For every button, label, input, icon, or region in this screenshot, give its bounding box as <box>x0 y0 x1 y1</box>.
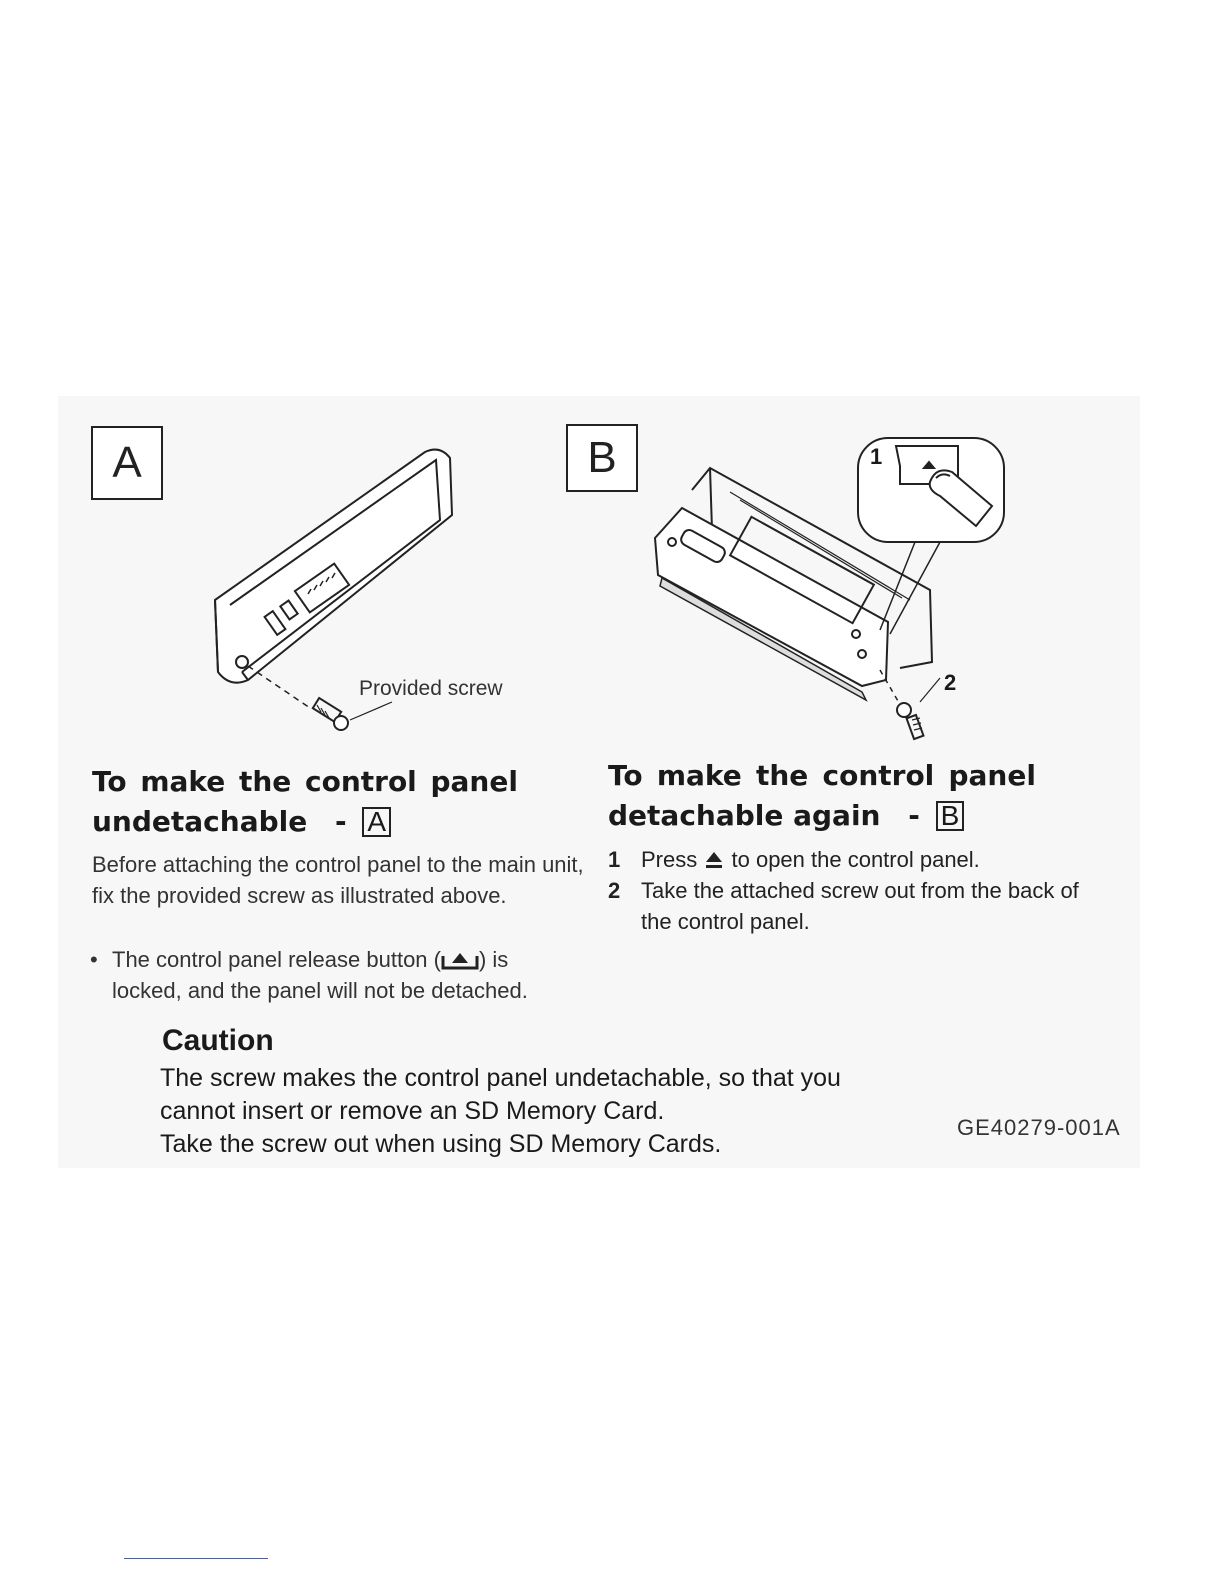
heading-word: make <box>140 765 226 798</box>
right-heading-line2 <box>608 796 1036 836</box>
figure-a-label-box <box>91 426 163 500</box>
step1-figure-label: 1 <box>870 444 883 469</box>
figure-a-label: A <box>112 438 142 487</box>
right-heading <box>608 756 1036 836</box>
step-text-before: Press <box>641 847 698 872</box>
document-code: GE40279-001A <box>957 1115 1121 1140</box>
left-heading-line2 <box>92 802 518 842</box>
heading-word: control <box>304 765 417 798</box>
heading-word: To <box>608 759 643 792</box>
heading-word: panel <box>948 759 1036 792</box>
step-text: Take the attached screw out from the back of the control panel. <box>641 878 1079 934</box>
caution-title: Caution <box>162 1024 274 1057</box>
heading-word: To <box>92 765 127 798</box>
heading-word: make <box>656 759 742 792</box>
heading-word: the <box>238 765 292 798</box>
step2-screw-drawing <box>880 670 940 739</box>
step-number: 2 <box>608 878 621 903</box>
figure-b-label-box <box>566 424 638 492</box>
bullet-text-after: ) is locked, and the panel will not be detached. <box>112 947 528 1003</box>
left-heading-line1 <box>92 762 518 802</box>
step-number: 1 <box>608 847 621 872</box>
footer-rule <box>124 1558 268 1559</box>
heading-word: the <box>755 759 809 792</box>
right-steps-list <box>608 844 1108 937</box>
heading-dash: - <box>908 799 920 832</box>
release-button-icon <box>441 950 479 970</box>
step2-figure-label: 2 <box>944 670 957 695</box>
list-item <box>608 844 1108 875</box>
heading-dash: - <box>335 805 347 838</box>
right-heading-line1 <box>608 756 1036 796</box>
heading-word: control <box>822 759 935 792</box>
step-text-after: to open the control panel. <box>731 847 980 872</box>
bullet-dot: • <box>90 947 98 972</box>
left-paragraph: Before attaching the control panel to the main unit, fix the provided screw as illustrated above. <box>92 852 584 908</box>
left-bullet-note <box>90 944 570 1006</box>
figure-a-reference: A <box>362 807 391 837</box>
figure-b-reference: B <box>936 801 965 831</box>
caution-line: cannot insert or remove an SD Memory Card. <box>160 1097 665 1125</box>
eject-icon <box>703 850 725 870</box>
figure-b-label: B <box>587 433 617 482</box>
left-heading <box>92 762 518 842</box>
bullet-text-before: The control panel release button ( <box>112 947 441 972</box>
caution-line: The screw makes the control panel undetachable, so that you <box>160 1064 841 1092</box>
list-item <box>608 875 1108 937</box>
figure-b-illustration <box>640 430 1020 750</box>
caution-line: Take the screw out when using SD Memory Cards. <box>160 1130 722 1158</box>
heading-word: panel <box>430 765 518 798</box>
heading-word: detachable again <box>608 799 881 832</box>
provided-screw-callout: Provided screw <box>359 677 503 700</box>
heading-word: undetachable <box>92 805 308 838</box>
bullet-text <box>90 944 570 1006</box>
control-panel-back-drawing <box>215 450 452 683</box>
